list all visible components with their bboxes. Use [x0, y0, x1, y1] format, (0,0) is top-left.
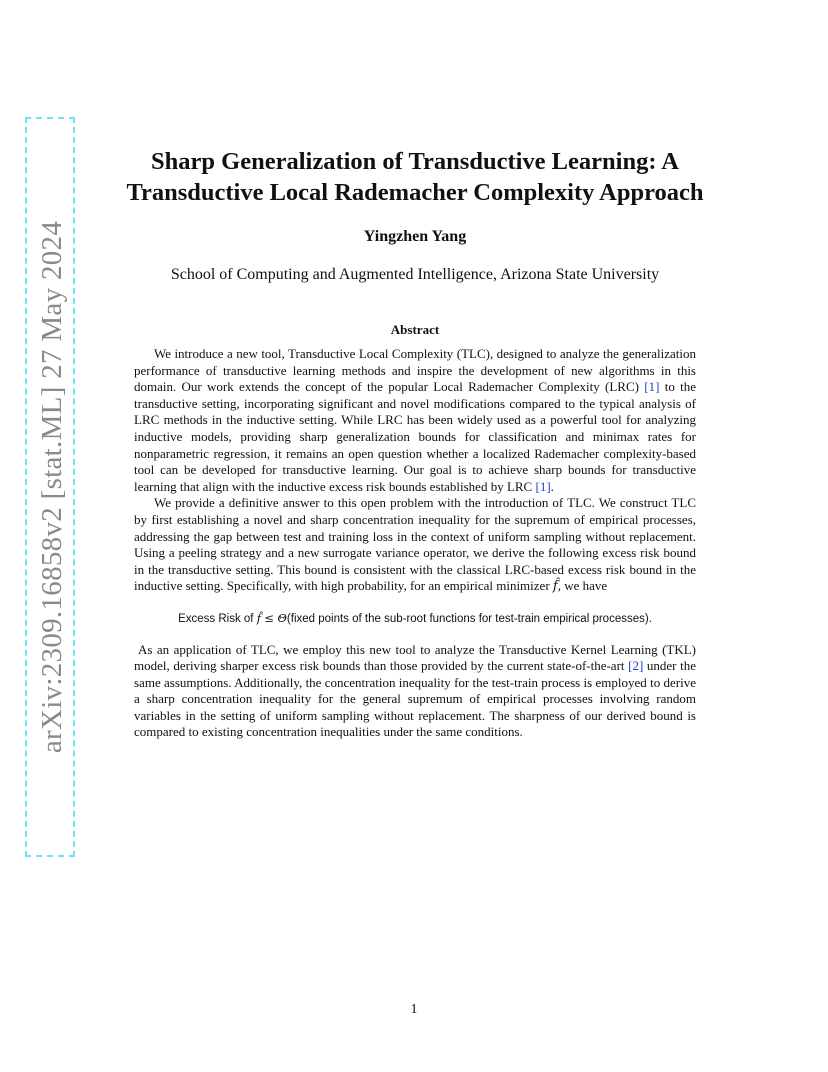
abstract-paragraph-2: We provide a definitive answer to this open problem with the introduction of TLC. We construct TLC by first establishing a novel and sharp concentration inequality for the supremum of empirical processes, addressing the gap between test and training loss in the context of uniform sampling without replacement. Using a peeling strategy and a new surrogate variance operator, we derive the following excess risk bound in the transductive setting. This bound is consistent with the classical LRC-based excess risk bound in the inductive setting. Specifically, with high probability, for an empirical minimizer f̂, we have: [134, 495, 696, 595]
title-line-1: Sharp Generalization of Transductive Learning: A: [151, 148, 679, 175]
abstract-paragraph-3: As an application of TLC, we employ this new tool to analyze the Transductive Kernel Learning (TKL) model, deriving sharper excess risk bounds than those provided by the current state-of-the-art [2] under the same assumptions. Additionally, the concentration inequality for the test-train process is employed to derive a sharp concentration inequality for the general supremum of empirical processes involving random variables in the setting of uniform sampling without replacement. The sharpness of our derived bound is compared to existing concentration inequalities under the same conditions.: [134, 641, 696, 740]
math-f-hat: f̂: [256, 610, 261, 625]
display-formula: Excess Risk of f̂ ≤ Θ(fixed points of the sub-root functions for test-train empirical processes).: [178, 610, 652, 625]
title-line-2: Transductive Local Rademacher Complexity Approach: [126, 179, 704, 206]
author-name: Yingzhen Yang: [363, 228, 467, 245]
arxiv-stamp[interactable]: arXiv:2309.16858v2 [stat.ML] 27 May 2024: [25, 117, 75, 857]
math-f-hat: f̂: [552, 579, 558, 595]
abstract-body: [134, 346, 696, 741]
page-number: 1: [410, 1002, 418, 1017]
citation-link[interactable]: [2]: [628, 658, 644, 674]
paper-title: [90, 146, 740, 208]
abstract-paragraph-1: We introduce a new tool, Transductive Local Complexity (TLC), designed to analyze the generalization performance of transductive learning methods and inspire the development of new algorithms in this domain. Our work extends the concept of the popular Local Rademacher Complexity (LRC) [1] to the transductive setting, incorporating significant and novel modifications compared to the typical analysis of LRC methods in the inductive setting. While LRC has been widely used as a powerful tool for analyzing inductive models, providing sharp generalization bounds for classification and minimax rates for nonparametric regression, it remains an open question whether a localized Rademacher complexity-based tool can be developed for transductive learning. Our goal is to achieve sharp bounds for transductive learning that align with the inductive excess risk bounds established by LRC [1].: [134, 346, 696, 494]
citation-link[interactable]: [1]: [644, 379, 660, 395]
citation-link[interactable]: [1]: [535, 478, 551, 494]
abstract-heading: Abstract: [390, 322, 440, 337]
author-affiliation: School of Computing and Augmented Intelligence, Arizona State University: [170, 266, 660, 283]
